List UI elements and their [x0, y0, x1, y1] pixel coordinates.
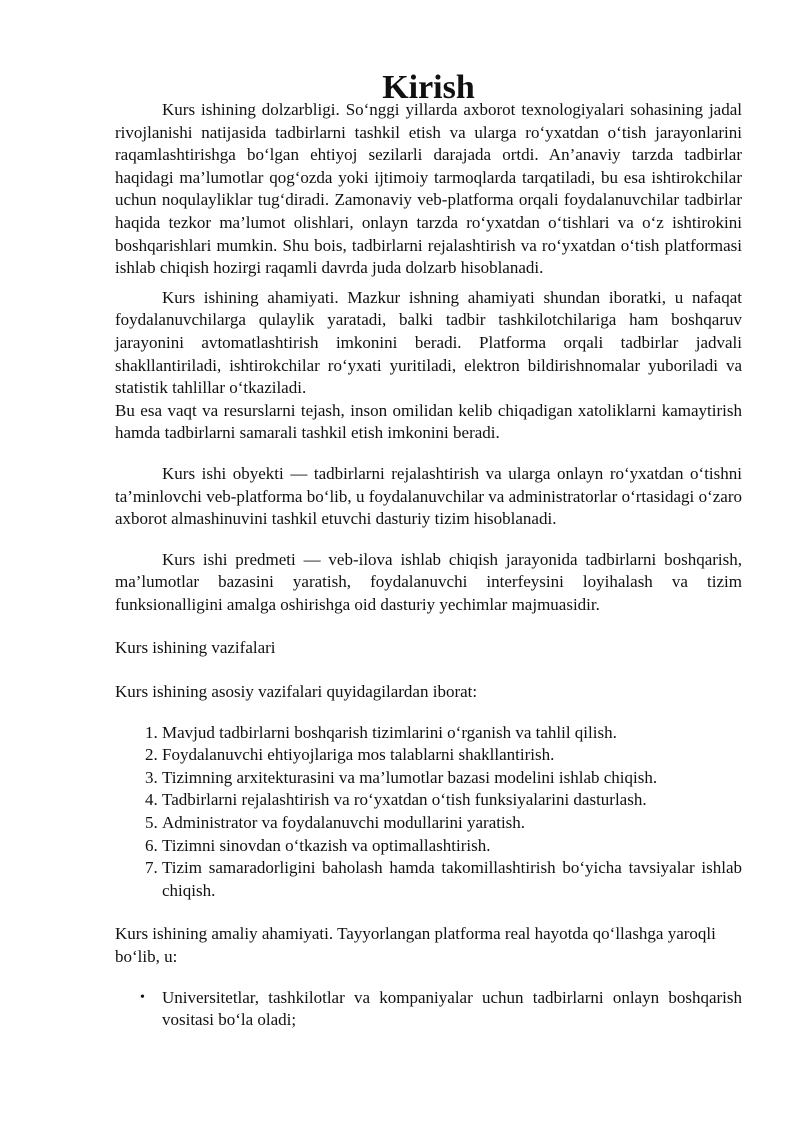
list-item: [140, 987, 742, 1032]
list-item: 4. Tadbirlarni rejalashtirish va ro‘yxatdan o‘tish funksiyalarini dasturlash.: [162, 789, 742, 812]
list-item: 3. Tizimning arxitekturasini va ma’lumotlar bazasi modelini ishlab chiqish.: [162, 767, 742, 790]
task-list: [115, 722, 742, 903]
bullet-text: Universitetlar, tashkilotlar va kompaniyalar uchun tadbirlarni onlayn boshqarish vositasi bo‘la oladi;: [162, 987, 742, 1030]
paragraph-dolzarblik: Kurs ishining dolzarbligi. So‘nggi yillarda axborot texnologiyalari sohasining jadal rivojlanishi natijasida tadbirlarni tashkil etish va ularga ro‘yxatdan o‘tish jarayonlarini raqamlashtirishga bo‘lgan ehtiyoj sezilarli darajada ortdi. An’anaviy tarzda tadbirlar haqidagi ma’lumotlar qog‘ozda yoki ijtimoiy tarmoqlarda tarqatiladi, bu esa ishtirokchilar uchun noqulayliklar tug‘diradi. Zamonaviy veb-platforma orqali foydalanuvchilar tadbirlar haqida tezkor ma’lumot olishlari, onlayn tarzda ro‘yxatdan o‘tishlari va o‘z ishtirokini boshqarishlari mumkin. Shu bois, tadbirlarni rejalashtirish va ro‘yxatdan o‘tish platformasi ishlab chiqish hozirgi raqamli davrda juda dolzarb hisoblanadi.: [115, 100, 742, 278]
paragraph-ahamiyat-continued: Bu esa vaqt va resurslarni tejash, inson omilidan kelib chiqadigan xatoliklarni kamaytirish hamda tadbirlarni samarali tashkil etish imkonini beradi.: [115, 400, 742, 443]
list-item: 7. Tizim samaradorligini baholash hamda takomillashtirish bo‘yicha tavsiyalar ishlab chiqish.: [162, 857, 742, 902]
bullet-list: [115, 987, 742, 1032]
paragraph-predmet: Kurs ishi predmeti — veb-ilova ishlab chiqish jarayonida tadbirlarni boshqarish, ma’lumotlar bazasini yaratish, foydalanuvchi interfeysini loyihalash va tizim funksionalligini amalga oshirishga oid dasturiy yechimlar majmuasidir.: [115, 549, 742, 614]
list-item: 1. Mavjud tadbirlarni boshqarish tizimlarini o‘rganish va tahlil qilish.: [162, 722, 742, 745]
page-title: Kirish: [382, 69, 475, 106]
paragraph-amaliy: Kurs ishining amaliy ahamiyati. Tayyorlangan platforma real hayotda qo‘llashga yaroqli bo‘lib, u:: [115, 924, 716, 966]
list-item: 5. Administrator va foydalanuvchi modullarini yaratish.: [162, 812, 742, 835]
bullet-icon: •: [140, 989, 145, 1005]
document-page: [115, 69, 742, 1032]
paragraph-vazifalar-intro: Kurs ishining asosiy vazifalari quyidagilardan iborat:: [115, 682, 478, 702]
list-item: 2. Foydalanuvchi ehtiyojlariga mos talablarni shakllantirish.: [162, 744, 742, 767]
paragraph-ahamiyat: Kurs ishining ahamiyati. Mazkur ishning ahamiyati shundan iboratki, u nafaqat foydalanuvchilarga qulaylik yaratadi, balki tadbir tashkilotchilariga ham boshqaruv jarayonini avtomatlashtirish imkonini beradi. Platforma orqali tadbirlar jadvali shakllantiriladi, ishtirokchilar ro‘yxati yuritiladi, elektron bildirishnomalar yuboriladi va statistik tahlillar o‘tkaziladi.: [115, 287, 742, 398]
list-item: 6. Tizimni sinovdan o‘tkazish va optimallashtirish.: [162, 835, 742, 858]
section-heading-vazifalar: Kurs ishining vazifalari: [115, 638, 276, 658]
paragraph-obyekt: Kurs ishi obyekti — tadbirlarni rejalashtirish va ularga onlayn ro‘yxatdan o‘tishni ta’minlovchi veb-platforma bo‘lib, u foydalanuvchilar va administratorlar o‘rtasidagi o‘zaro axborot almashinuvini tashkil etuvchi dasturiy tizim hisoblanadi.: [115, 463, 742, 529]
